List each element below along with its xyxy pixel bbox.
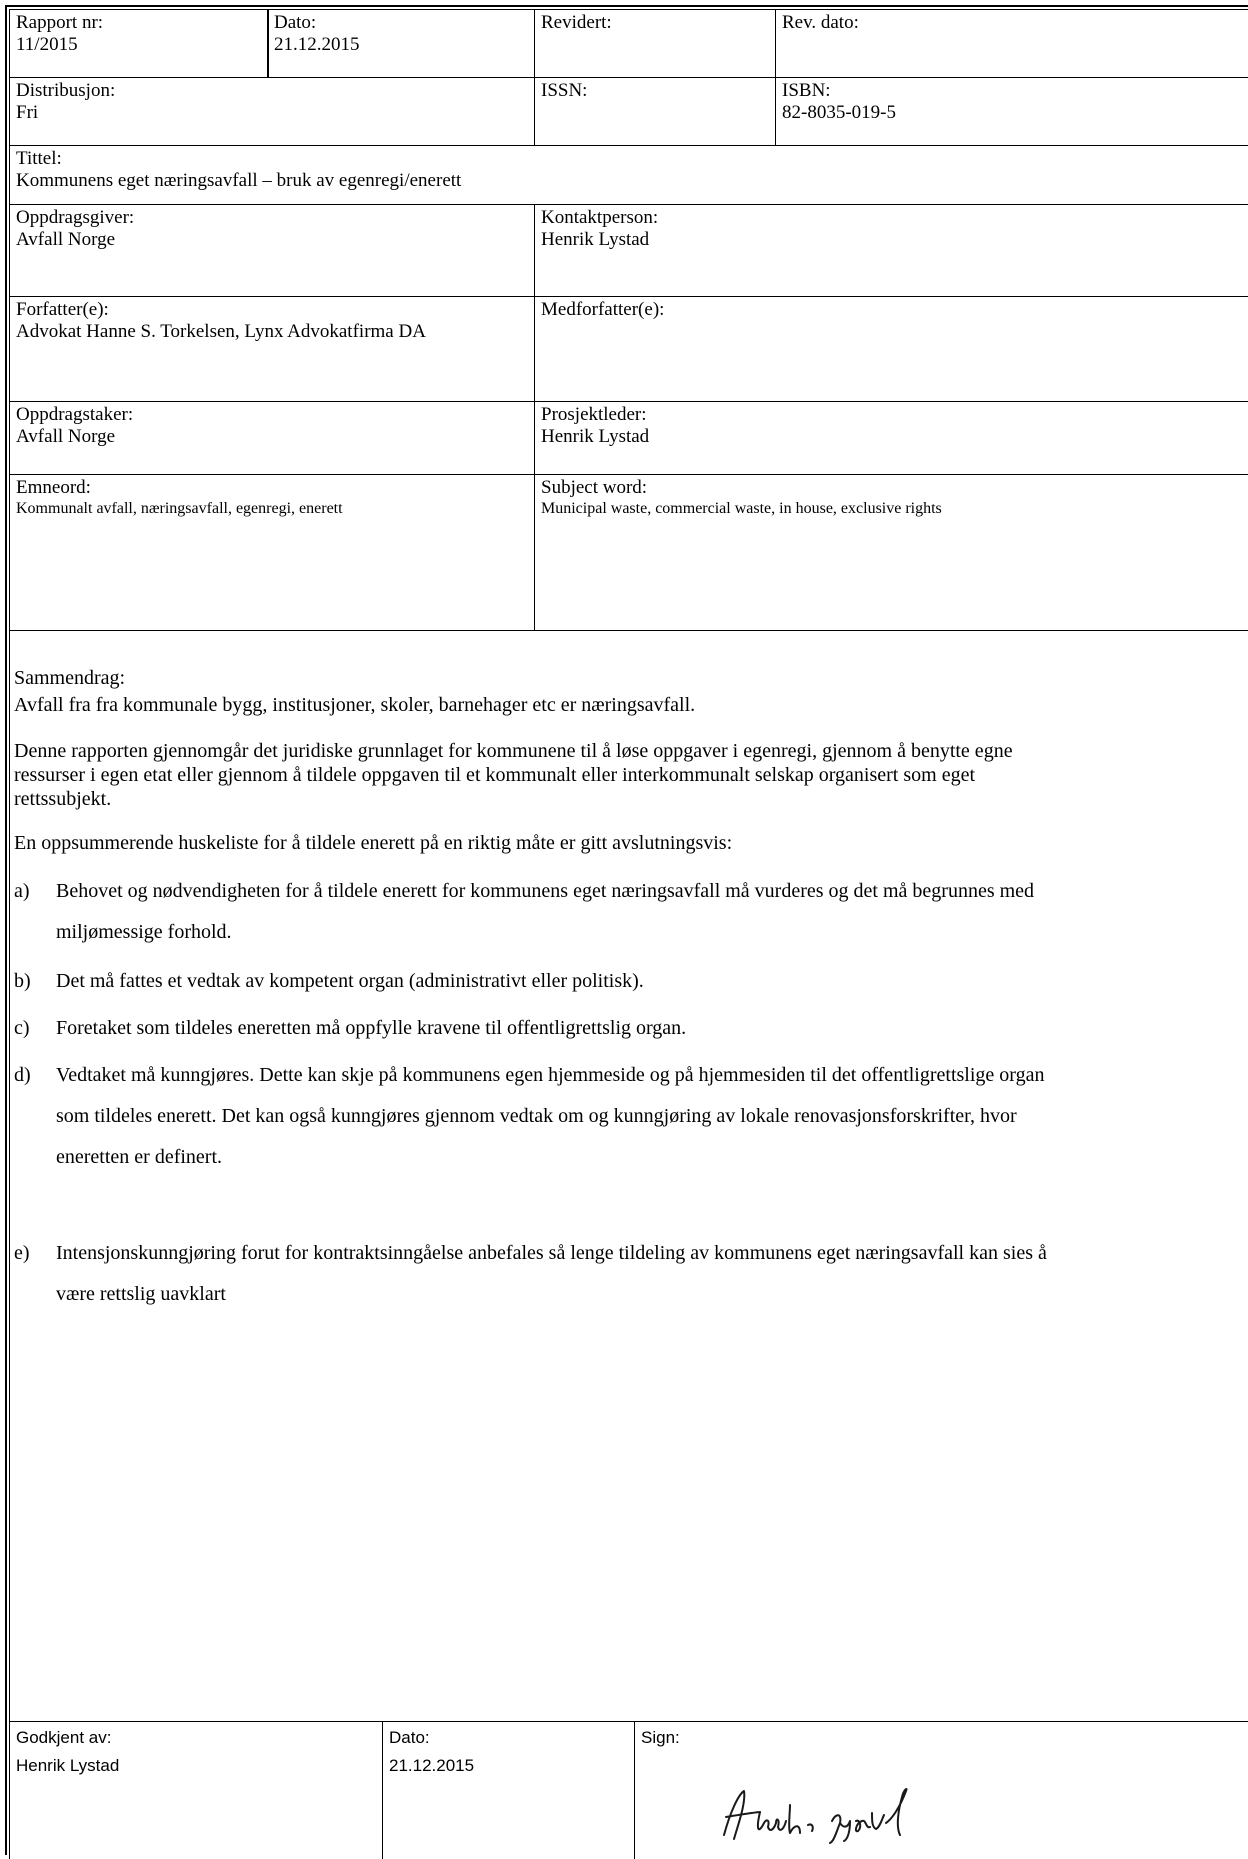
issn-label: ISSN: bbox=[541, 80, 588, 101]
checklist-item bbox=[14, 871, 1064, 953]
signature-image bbox=[716, 1783, 916, 1845]
prosjektleder-cell bbox=[534, 401, 1248, 475]
dato-value: 21.12.2015 bbox=[274, 34, 360, 55]
kontaktperson-value: Henrik Lystad bbox=[541, 229, 650, 250]
emneord-value: Kommunalt avfall, næringsavfall, egenregi, enerett bbox=[16, 500, 343, 517]
oppdragstaker-value: Avfall Norge bbox=[16, 426, 116, 447]
checklist-marker: e) bbox=[14, 1242, 30, 1264]
rev-dato-cell bbox=[775, 9, 1248, 78]
checklist-text: Intensjonskunngjøring forut for kontraktsinngåelse anbefales så lenge tildeling av kommunens eget næringsavfall kan sies å være rettslig uavklart bbox=[56, 1242, 1047, 1305]
distribusjon-label: Distribusjon: bbox=[16, 80, 116, 101]
outer-border-top bbox=[5, 5, 1248, 7]
isbn-value: 82-8035-019-5 bbox=[782, 102, 896, 123]
tittel-label: Tittel: bbox=[16, 148, 62, 169]
checklist-text: Behovet og nødvendigheten for å tildele enerett for kommunens eget næringsavfall må vurderes og det må begrunnes med miljømessige forhold. bbox=[56, 880, 1035, 943]
rapport-label: Rapport nr: bbox=[16, 12, 104, 33]
outer-border-left bbox=[5, 5, 7, 1855]
oppdragsgiver-label: Oppdragsgiver: bbox=[16, 207, 135, 228]
footer-dato-label: Dato: bbox=[389, 1728, 430, 1747]
subject-value: Municipal waste, commercial waste, in house, exclusive rights bbox=[541, 500, 942, 517]
checklist-text: Vedtaket må kunngjøres. Dette kan skje på kommunens egen hjemmeside og på hjemmesiden til det offentligrettslige organ som tildeles enerett. Det kan også kunngjøres gjennom vedtak om og kunngjøring av lokale renovasjonsforskrifter, hvor eneretten er definert. bbox=[56, 1064, 1045, 1168]
distribusjon-cell bbox=[9, 77, 535, 146]
emneord-cell bbox=[9, 474, 535, 631]
dato-cell bbox=[267, 9, 535, 78]
checklist-text: Foretaket som tildeles eneretten må oppfylle kravene til offentligrettslig organ. bbox=[56, 1017, 687, 1039]
checklist-item bbox=[14, 1055, 1064, 1178]
forfatter-label: Forfatter(e): bbox=[16, 299, 109, 320]
oppdragsgiver-cell bbox=[9, 204, 535, 297]
forfatter-value: Advokat Hanne S. Torkelsen, Lynx Advokatfirma DA bbox=[16, 321, 426, 342]
prosjektleder-label: Prosjektleder: bbox=[541, 404, 647, 425]
summary-paragraph-2: Denne rapporten gjennomgår det juridiske grunnlaget for kommunene til å løse oppgaver i egenregi, gjennom å benytte egne ressurser i egen etat eller gjennom å tildele oppgaven til et kommunalt eller interkommunalt selskap organisert som eget rettssubjekt. bbox=[14, 740, 1013, 810]
dato-label: Dato: bbox=[274, 12, 317, 33]
checklist-item bbox=[14, 1233, 1064, 1315]
oppdragstaker-cell bbox=[9, 401, 535, 475]
subject-cell bbox=[534, 474, 1248, 631]
godkjent-label: Godkjent av: bbox=[16, 1728, 112, 1747]
rapport-value: 11/2015 bbox=[16, 34, 78, 55]
prosjektleder-value: Henrik Lystad bbox=[541, 426, 650, 447]
tittel-cell bbox=[9, 145, 1248, 205]
summary-label: Sammendrag: bbox=[14, 667, 126, 689]
summary-paragraph-3: En oppsummerende huskeliste for å tildele enerett på en riktig måte er gitt avslutningsvis: bbox=[14, 832, 733, 854]
issn-cell bbox=[534, 77, 776, 146]
summary-section bbox=[9, 630, 1248, 1722]
kontaktperson-cell bbox=[534, 204, 1248, 297]
godkjent-cell bbox=[9, 1721, 383, 1859]
revidert-cell bbox=[534, 9, 776, 78]
revidert-label: Revidert: bbox=[541, 12, 612, 33]
oppdragstaker-label: Oppdragstaker: bbox=[16, 404, 134, 425]
rev-dato-label: Rev. dato: bbox=[782, 12, 859, 33]
checklist-marker: a) bbox=[14, 880, 30, 902]
checklist-text: Det må fattes et vedtak av kompetent organ (administrativt eller politisk). bbox=[56, 970, 644, 992]
distribusjon-value: Fri bbox=[16, 102, 39, 123]
footer-dato-value: 21.12.2015 bbox=[389, 1756, 475, 1775]
isbn-cell bbox=[775, 77, 1248, 146]
summary-paragraph-1: Avfall fra fra kommunale bygg, institusjoner, skoler, barnehager etc er næringsavfall. bbox=[14, 694, 696, 716]
checklist-marker: b) bbox=[14, 970, 31, 992]
medforfatter-cell bbox=[534, 296, 1248, 402]
oppdragsgiver-value: Avfall Norge bbox=[16, 229, 116, 250]
godkjent-value: Henrik Lystad bbox=[16, 1756, 120, 1775]
forfatter-cell bbox=[9, 296, 535, 402]
rapport-cell bbox=[9, 9, 269, 78]
isbn-label: ISBN: bbox=[782, 80, 831, 101]
sign-label: Sign: bbox=[641, 1728, 680, 1747]
kontaktperson-label: Kontaktperson: bbox=[541, 207, 659, 228]
checklist-marker: c) bbox=[14, 1017, 30, 1039]
tittel-value: Kommunens eget næringsavfall – bruk av egenregi/enerett bbox=[16, 170, 462, 191]
medforfatter-label: Medforfatter(e): bbox=[541, 299, 665, 320]
checklist-marker: d) bbox=[14, 1064, 31, 1086]
emneord-label: Emneord: bbox=[16, 477, 91, 498]
checklist-item bbox=[14, 961, 1064, 1002]
footer-dato-cell bbox=[382, 1721, 635, 1859]
checklist-item bbox=[14, 1008, 1064, 1049]
subject-label: Subject word: bbox=[541, 477, 648, 498]
